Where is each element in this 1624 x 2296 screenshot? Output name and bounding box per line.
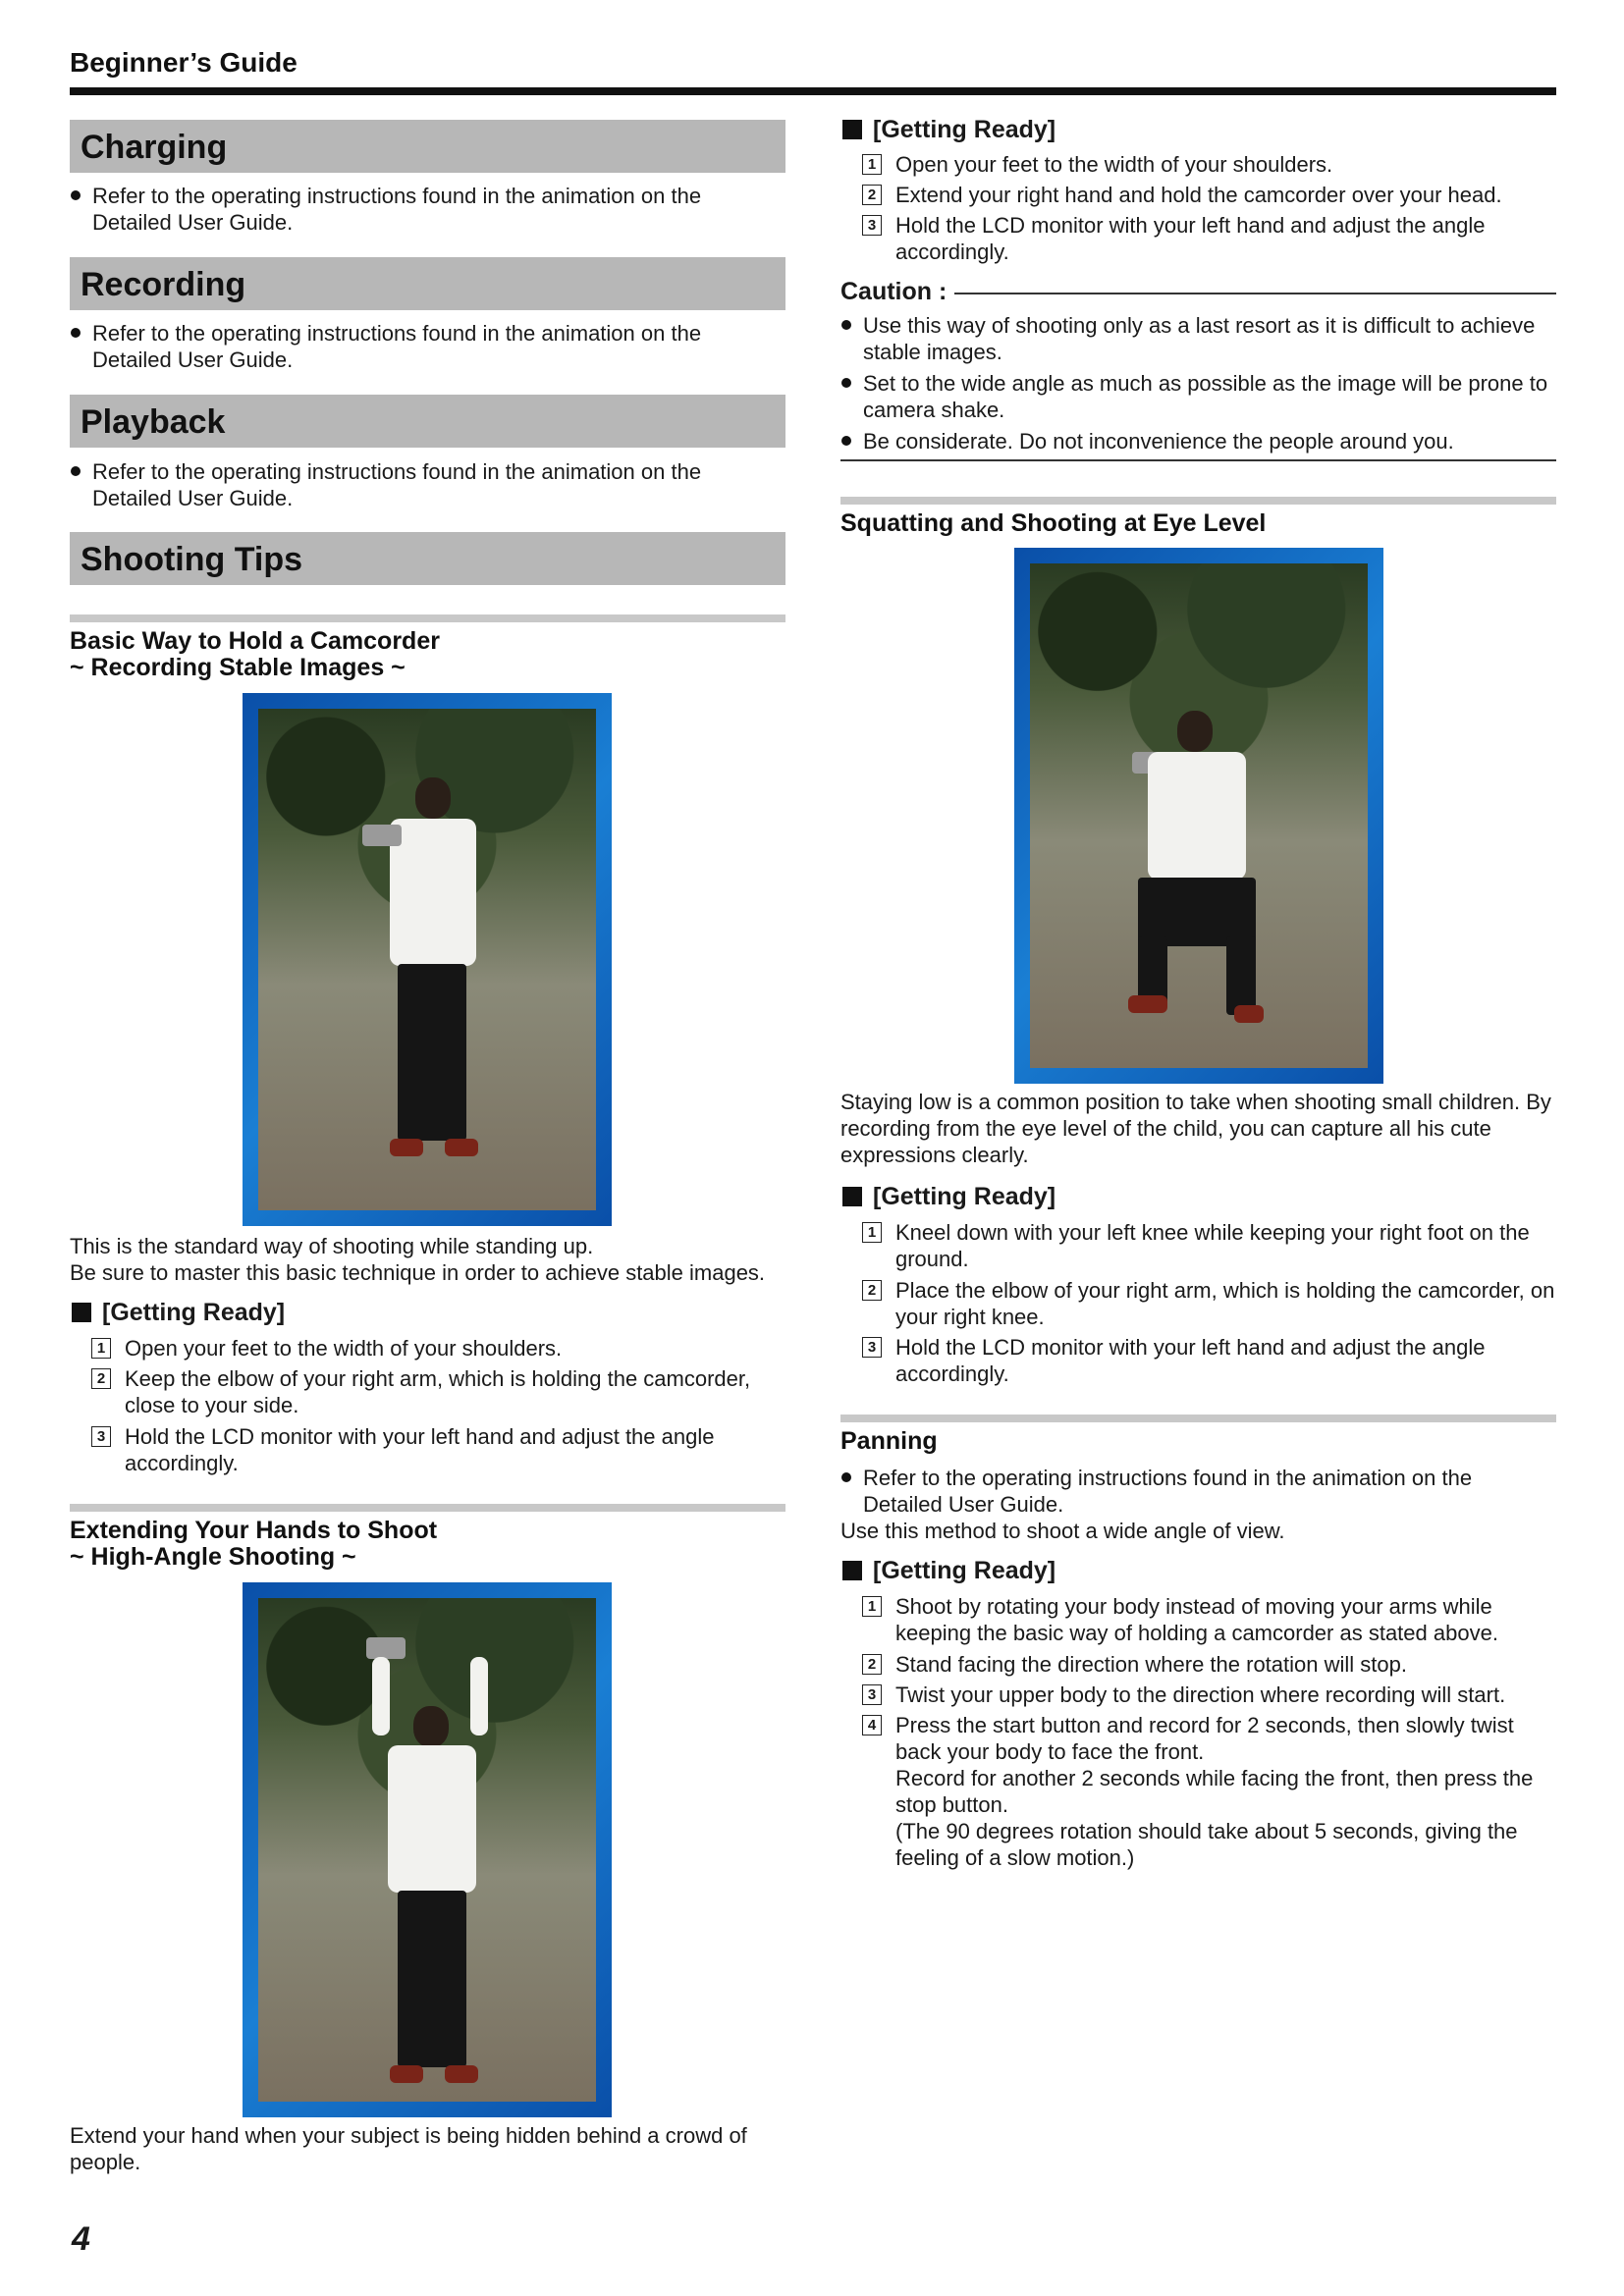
page-number: 4 — [72, 2220, 90, 2258]
step-text: Hold the LCD monitor with your left hand and adjust the angle accordingly. — [895, 1335, 1486, 1386]
section-band-charging — [70, 120, 785, 173]
step-number: 3 — [862, 1684, 882, 1705]
basic-step-2 — [70, 1365, 785, 1418]
caution-title: Caution : — [840, 278, 947, 305]
header-rule — [70, 87, 1556, 95]
panning-step-4-extra-2: (The 90 degrees rotation should take about 5 seconds, giving the feeling of a slow motion.) — [895, 1819, 1518, 1870]
step-text: Open your feet to the width of your shoulders. — [125, 1336, 563, 1361]
high-angle-step-1 — [840, 151, 1556, 178]
panning-step-3 — [840, 1682, 1556, 1708]
step-number: 3 — [862, 1337, 882, 1358]
panning-step-4-extra-1: Record for another 2 seconds while facing the front, then press the stop button. — [895, 1766, 1534, 1817]
basic-step-3 — [70, 1423, 785, 1476]
step-text: Stand facing the direction where the rotation will stop. — [895, 1652, 1407, 1677]
recording-bullet: Refer to the operating instructions found in the animation on the Detailed User Guide. — [70, 320, 785, 373]
caution-bullet-2: Set to the wide angle as much as possible as the image will be prone to camera shake. — [840, 370, 1556, 423]
section-band-shooting-tips — [70, 532, 785, 585]
basic-step-1 — [70, 1335, 785, 1362]
extending-caption: Extend your hand when your subject is being hidden behind a crowd of people. — [70, 2123, 747, 2174]
caution-bullet-1: Use this way of shooting only as a last resort as it is difficult to achieve stable images. — [840, 312, 1556, 365]
step-text: Twist your upper body to the direction where recording will start. — [895, 1682, 1506, 1707]
step-number: 1 — [862, 154, 882, 175]
section-band-recording — [70, 257, 785, 310]
panning-getting-ready: [Getting Ready] — [840, 1556, 1056, 1585]
panning-title: Panning — [840, 1427, 938, 1455]
step-text: Shoot by rotating your body instead of moving your arms while keeping the basic way of holding a camcorder as stated above. — [895, 1594, 1498, 1645]
squatting-step-2 — [840, 1277, 1556, 1330]
squatting-title: Squatting and Shooting at Eye Level — [840, 509, 1267, 537]
section-title-recording: Recording — [81, 266, 246, 303]
section-title-shooting-tips: Shooting Tips — [81, 541, 303, 578]
subsection-rule — [840, 497, 1556, 505]
high-angle-getting-ready: [Getting Ready] — [840, 115, 1056, 144]
playback-bullet: Refer to the operating instructions found in the animation on the Detailed User Guide. — [70, 458, 785, 511]
step-number: 2 — [862, 1654, 882, 1675]
photo-standing — [243, 693, 612, 1226]
subsection-rule — [840, 1415, 1556, 1422]
photo-squatting — [1014, 548, 1383, 1084]
panning-step-1 — [840, 1593, 1556, 1646]
basic-caption-1: This is the standard way of shooting while standing up. — [70, 1234, 594, 1258]
high-angle-step-3 — [840, 212, 1556, 265]
squatting-step-1 — [840, 1219, 1556, 1272]
panning-step-2 — [840, 1651, 1556, 1678]
photo-high-angle — [243, 1582, 612, 2117]
basic-getting-ready: [Getting Ready] — [70, 1298, 285, 1327]
step-number: 2 — [862, 1280, 882, 1301]
charging-bullet: Refer to the operating instructions found in the animation on the Detailed User Guide. — [70, 183, 785, 236]
step-text: Hold the LCD monitor with your left hand and adjust the angle accordingly. — [895, 213, 1486, 264]
step-number: 2 — [862, 185, 882, 205]
page-header-title: Beginner’s Guide — [70, 47, 298, 78]
step-text: Press the start button and record for 2 seconds, then slowly twist back your body to face the front. — [895, 1713, 1514, 1764]
basic-hold-subtitle: ~ Recording Stable Images ~ — [70, 654, 406, 681]
step-number: 4 — [862, 1715, 882, 1735]
step-text: Kneel down with your left knee while keeping your right foot on the ground. — [895, 1220, 1530, 1271]
step-text: Open your feet to the width of your shoulders. — [895, 152, 1333, 177]
caution-top-rule — [954, 293, 1556, 294]
caution-bottom-rule — [840, 459, 1556, 461]
step-number: 1 — [862, 1222, 882, 1243]
squatting-step-3 — [840, 1334, 1556, 1387]
step-number: 1 — [91, 1338, 111, 1359]
step-text: Extend your right hand and hold the camcorder over your head. — [895, 183, 1502, 207]
caution-bullet-3: Be considerate. Do not inconvenience the people around you. — [840, 428, 1556, 454]
step-text: Keep the elbow of your right arm, which is holding the camcorder, close to your side. — [125, 1366, 751, 1417]
section-title-charging: Charging — [81, 129, 228, 166]
step-number: 1 — [862, 1596, 882, 1617]
panning-bullet: Refer to the operating instructions found in the animation on the Detailed User Guide. — [840, 1465, 1556, 1518]
step-text: Hold the LCD monitor with your left hand and adjust the angle accordingly. — [125, 1424, 715, 1475]
step-number: 2 — [91, 1368, 111, 1389]
basic-hold-title: Basic Way to Hold a Camcorder — [70, 627, 440, 655]
squatting-getting-ready: [Getting Ready] — [840, 1182, 1056, 1211]
step-number: 3 — [91, 1426, 111, 1447]
section-title-playback: Playback — [81, 403, 226, 441]
squatting-caption: Staying low is a common position to take when shooting small children. By recording from the eye level of the child, you can capture all his cute expressions clearly. — [840, 1090, 1551, 1167]
subsection-rule — [70, 1504, 785, 1512]
section-band-playback — [70, 395, 785, 448]
panning-step-4 — [840, 1712, 1556, 1765]
step-text: Place the elbow of your right arm, which is holding the camcorder, on your right knee. — [895, 1278, 1555, 1329]
basic-caption-2: Be sure to master this basic technique in order to achieve stable images. — [70, 1260, 766, 1285]
extending-title: Extending Your Hands to Shoot — [70, 1517, 438, 1544]
high-angle-step-2 — [840, 182, 1556, 208]
subsection-rule — [70, 614, 785, 622]
panning-line: Use this method to shoot a wide angle of view. — [840, 1519, 1285, 1543]
extending-subtitle: ~ High-Angle Shooting ~ — [70, 1543, 356, 1571]
step-number: 3 — [862, 215, 882, 236]
